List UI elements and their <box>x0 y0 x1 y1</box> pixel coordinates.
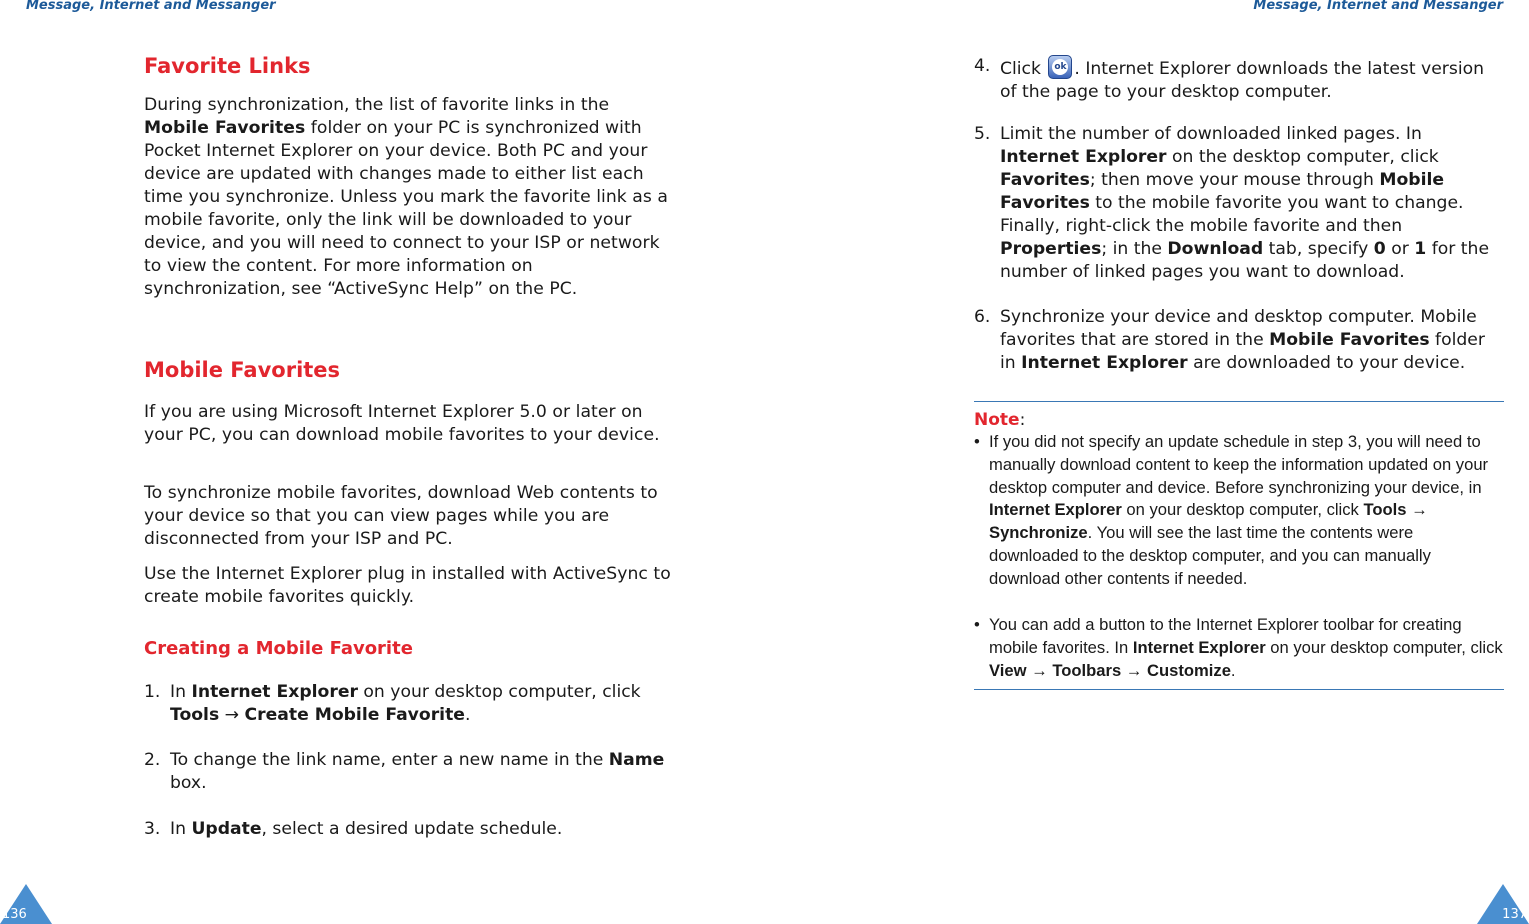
running-head-left: Message, Internet and Messanger <box>26 0 276 13</box>
mobile-favorites-paragraph-3: Use the Internet Explorer plug in installed with ActiveSync to create mobile favorites quickly. <box>144 564 671 607</box>
heading-creating-mobile-favorite: Creating a Mobile Favorite <box>144 638 413 659</box>
note-bottom-rule <box>974 689 1504 690</box>
note-item-1: • If you did not specify an update schedule in step 3, you will need to manually download content to keep the information updated on your desktop computer and device. Before synchronizing your device, in Internet Explorer on your desktop computer, click Tools → Synchronize. You will see the last time the contents were downloaded to the desktop computer, and you can manually download other contents if needed. <box>974 432 1489 588</box>
page-number-tab-left <box>0 882 52 924</box>
step-5: 5. Limit the number of downloaded linked pages. In Internet Explorer on the desktop computer, click Favorites; then move your mouse through Mobile Favorites to the mobile favorite you want to change. Finally, right-click the mobile favorite and then Properties; in the Download tab, specify 0 or 1 for the number of linked pages you want to download. <box>974 124 1490 282</box>
page-number-left: 136 <box>2 907 27 922</box>
step-2: 2. To change the link name, enter a new name in the Name box. <box>144 750 665 793</box>
running-head-right: Message, Internet and Messanger <box>1253 0 1503 13</box>
favorite-links-paragraph: During synchronization, the list of favorite links in the Mobile Favorites folder on your PC is synchronized with Pocket Internet Explorer on your device. Both PC and your device are updated with changes made to either list each time you synchronize. Unless you mark the favorite link as a mobile favorite, only the link will be downloaded to your device, and you will need to connect to your ISP or network to view the content. For more information on synchronization, see “ActiveSync Help” on the PC. <box>144 95 668 299</box>
mobile-favorites-paragraph-1: If you are using Microsoft Internet Explorer 5.0 or later on your PC, you can download mobile favorites to your device. <box>144 402 660 445</box>
heading-favorite-links: Favorite Links <box>144 54 311 78</box>
heading-mobile-favorites: Mobile Favorites <box>144 358 341 382</box>
note-item-2: • You can add a button to the Internet Explorer toolbar for creating mobile favorites. In Internet Explorer on your desktop computer, click View → Toolbars → Customize. <box>974 615 1503 680</box>
step-6: 6. Synchronize your device and desktop computer. Mobile favorites that are stored in the Mobile Favorites folder in Internet Explorer are downloaded to your device. <box>974 307 1485 373</box>
step-1: 1. In Internet Explorer on your desktop computer, click Tools → Create Mobile Favorite. <box>144 682 641 725</box>
step-4: 4. Click ok . Internet Explorer downloads the latest version of the page to your desktop computer. <box>974 56 1485 102</box>
mobile-favorites-paragraph-2: To synchronize mobile favorites, download Web contents to your device so that you can view pages while you are disconnected from your ISP and PC. <box>144 483 658 549</box>
page-number-right: 137 <box>1502 907 1527 922</box>
note-title: Note: <box>974 410 1026 430</box>
page-number-tab-right <box>1477 882 1529 924</box>
note-top-rule <box>974 401 1504 402</box>
ok-icon: ok <box>1048 55 1072 79</box>
step-3: 3. In Update, select a desired update schedule. <box>144 819 563 839</box>
